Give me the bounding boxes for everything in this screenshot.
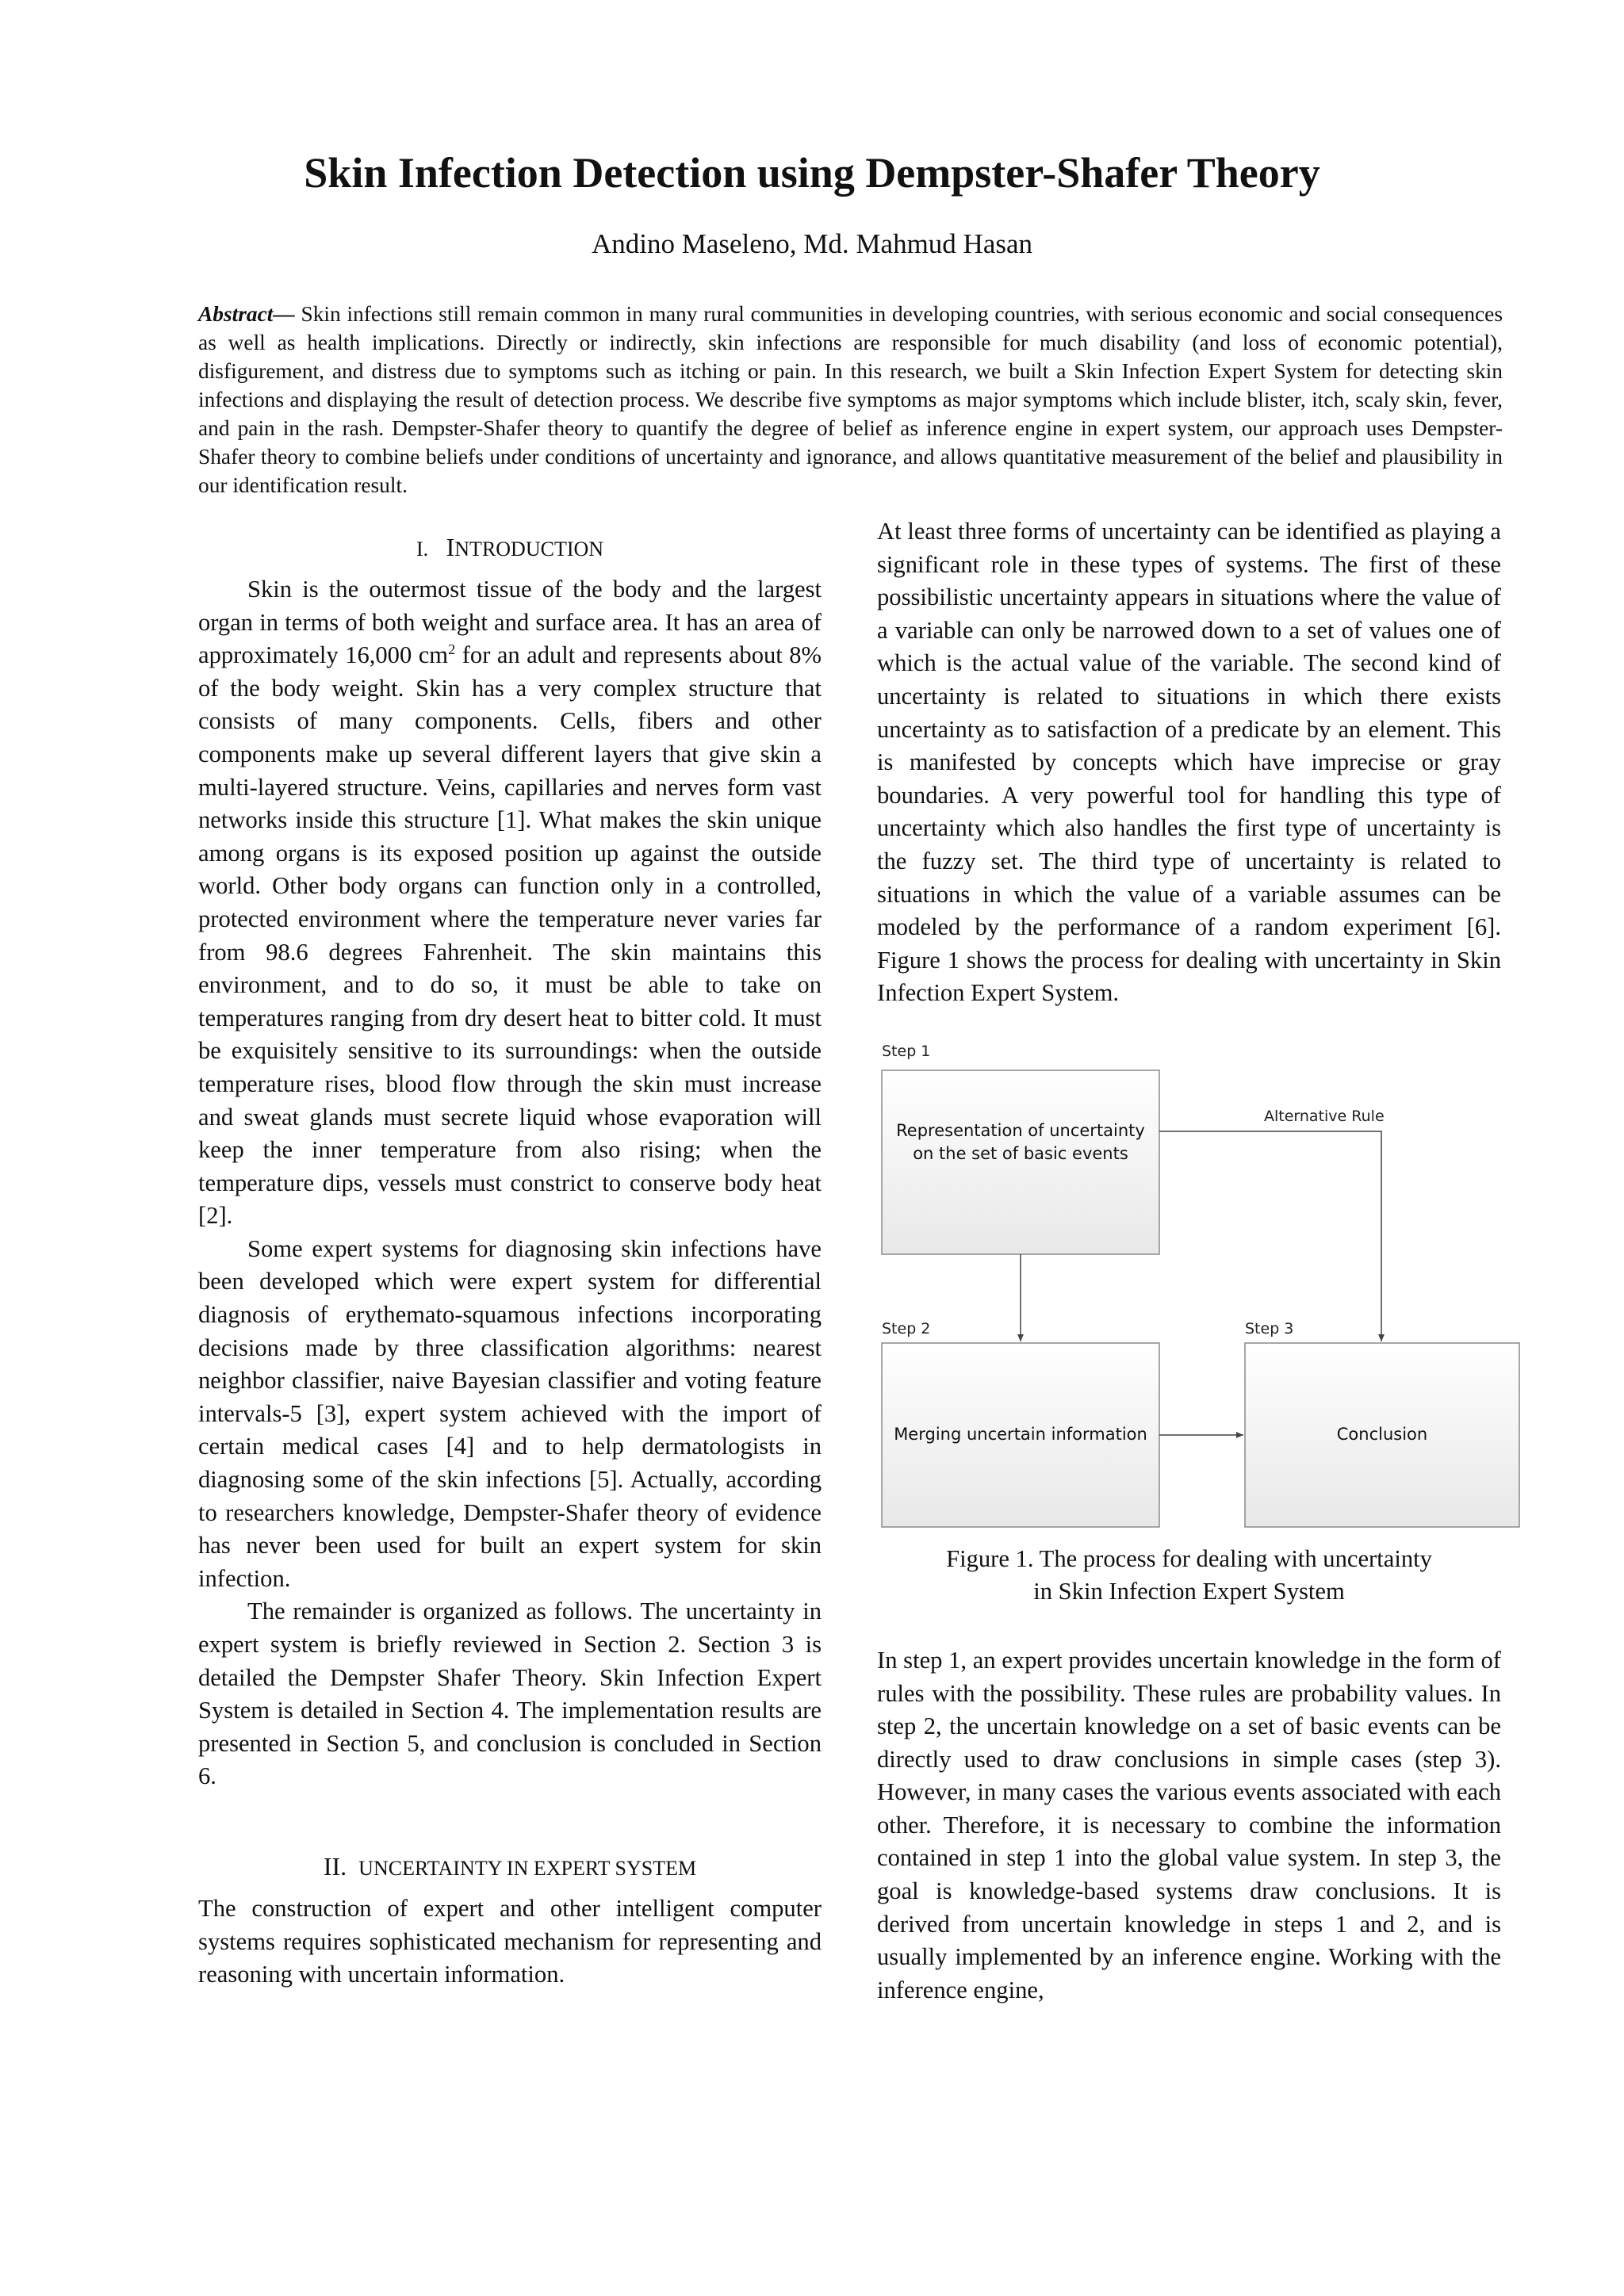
section-1-title-initial: I: [446, 533, 455, 561]
intro-p1-part-a: Skin is the outermost tissue of the body and the largest organ in terms of both weight and surface area. It has an area of approximately 16,000 cm: [198, 576, 822, 669]
paper-authors: Andino Maseleno, Md. Mahmud Hasan: [591, 228, 1033, 259]
section-1-heading: [198, 530, 822, 567]
uncertainty-paragraph-1: The construction of expert and other intelligent computer systems requires sophisticated mechanism for representing and reasoning with uncertain information.: [198, 1894, 822, 1988]
section-1-number: I.: [416, 538, 429, 561]
arrow-alternative-rule: [1159, 1131, 1381, 1341]
section-1-title-rest: NTRODUCTION: [454, 538, 604, 561]
section-2-heading: [198, 1849, 822, 1886]
step-1-label: Step 1: [882, 1042, 931, 1060]
intro-paragraph-1: [198, 573, 822, 1233]
intro-paragraph-3: The remainder is organized as follows. The uncertainty in expert system is briefly reviewed in Section 2. Section 3 is detailed the Dempster Shafer Theory. Skin Infection Expert System is detailed in Section 4. The implementation results are presented in Section 5, and conclusion is concluded in Section 6.: [198, 1598, 822, 1790]
abstract: [198, 300, 1503, 499]
step-1-text-line-2: on the set of basic events: [913, 1143, 1128, 1163]
abstract-lead: Abstract—: [198, 302, 295, 326]
section-2-number: II.: [323, 1851, 347, 1881]
figure-1-caption: [877, 1543, 1501, 1608]
figure-1-diagram: [872, 1032, 1522, 1540]
right-paragraph-2: In step 1, an expert provides uncertain knowledge in the form of rules with the possibility. These rules are probability values. In step 2, the uncertain knowledge on a set of basic events can be directly used to draw conclusions in simple cases (step 3). However, in many cases the various events associated with each other. Therefore, it is necessary to combine the information contained in step 1 into the global value system. In step 3, the goal is knowledge-based systems draw conclusions. It is derived from uncertain knowledge in steps 1 and 2, and is usually implemented by an inference engine. Working with the inference engine,: [877, 1646, 1501, 2003]
left-column: [198, 530, 822, 1992]
intro-paragraph-2: Some expert systems for diagnosing skin infections have been developed which were expert system for differential diagnosis of erythemato-squamous infections incorporating decisions made by three classification algorithms: nearest neighbor classifier, naive Bayesian classifier and voting feature intervals-5 [3], expert system achieved with the import of certain medical cases [4] and to help dermatologists in diagnosing some of the skin infections [5]. Actually, according to researchers knowledge, Dempster-Shafer theory of evidence has never been used for built an expert system for skin infection.: [198, 1234, 822, 1592]
intro-p1-part-b: for an adult and represents about 8% of the body weight. Skin has a very complex structure that consists of many components. Cells, fibers and other components make up several different layers that give skin a multi-layered structure. Veins, capillaries and nerves form vast networks inside this structure [1]. What makes the skin unique among organs is its exposed position up against the outside world. Other body organs can function only in a controlled, protected environment where the temperature never varies far from 98.6 degrees Fahrenheit. The skin maintains this environment, and to do so, it must be able to take on temperatures ranging from dry desert heat to bitter cold. It must be exquisitely sensitive to its surroundings: when the outside temperature rises, blood flow through the skin must increase and sweat glands must secrete liquid whose evaporation will keep the inner temperature from also rising; when the temperature dips, vessels must constrict to conserve body heat [2].: [198, 641, 822, 1230]
step-2-label: Step 2: [882, 1319, 931, 1337]
step-3-label: Step 3: [1245, 1319, 1294, 1337]
right-paragraph-1: At least three forms of uncertainty can be identified as playing a significant role in these types of systems. The first of these possibilistic uncertainty appears in situations where the value of a variable can only be narrowed down to a set of values one of which is the actual value of the variable. The second kind of uncertainty is related to situations in which there exists uncertainty as to satisfaction of a predicate by an element. This is manifested by concepts which have imprecise or gray boundaries. A very powerful tool for handling this type of uncertainty which also handles the first type of uncertainty is the fuzzy set. The third type of uncertainty is related to situations in which the value of a variable assumes can be modeled by the performance of a random experiment [6]. Figure 1 shows the process for dealing with uncertainty in Skin Infection Expert System.: [877, 518, 1501, 1007]
step-3-text: Conclusion: [1336, 1424, 1428, 1444]
right-column: [877, 515, 1501, 2007]
abstract-text: Skin infections still remain common in many rural communities in developing countries, with serious economic and social consequences as well as health implications. Directly or indirectly, skin infections are responsible for much disability (and loss of economic potential), disfigurement, and distress due to symptoms such as itching or pain. In this research, we built a Skin Infection Expert System for detecting skin infections and displaying the result of detection process. We describe five symptoms as major symptoms which include blister, itch, scaly skin, fever, and pain in the rash. Dempster-Shafer theory to quantify the degree of belief as inference engine in expert system, our approach uses Dempster-Shafer theory to combine beliefs under conditions of uncertainty and ignorance, and allows quantitative measurement of the belief and plausibility in our identification result.: [198, 302, 1503, 497]
step-2-text: Merging uncertain information: [894, 1424, 1147, 1444]
step-1-text-line-1: Representation of uncertainty: [896, 1120, 1145, 1140]
alternative-rule-label: Alternative Rule: [1264, 1107, 1385, 1125]
paper-title: Skin Infection Detection using Dempster-Shafer Theory: [304, 149, 1320, 197]
figure-1: [872, 1032, 1522, 1540]
intro-p1-superscript: 2: [448, 641, 456, 657]
section-spacer: [198, 1793, 822, 1849]
figure-1-caption-line-2: in Skin Infection Expert System: [1033, 1577, 1345, 1605]
figure-1-caption-line-1: Figure 1. The process for dealing with uncertainty: [946, 1544, 1432, 1572]
section-2-title: UNCERTAINTY IN EXPERT SYSTEM: [358, 1856, 697, 1880]
